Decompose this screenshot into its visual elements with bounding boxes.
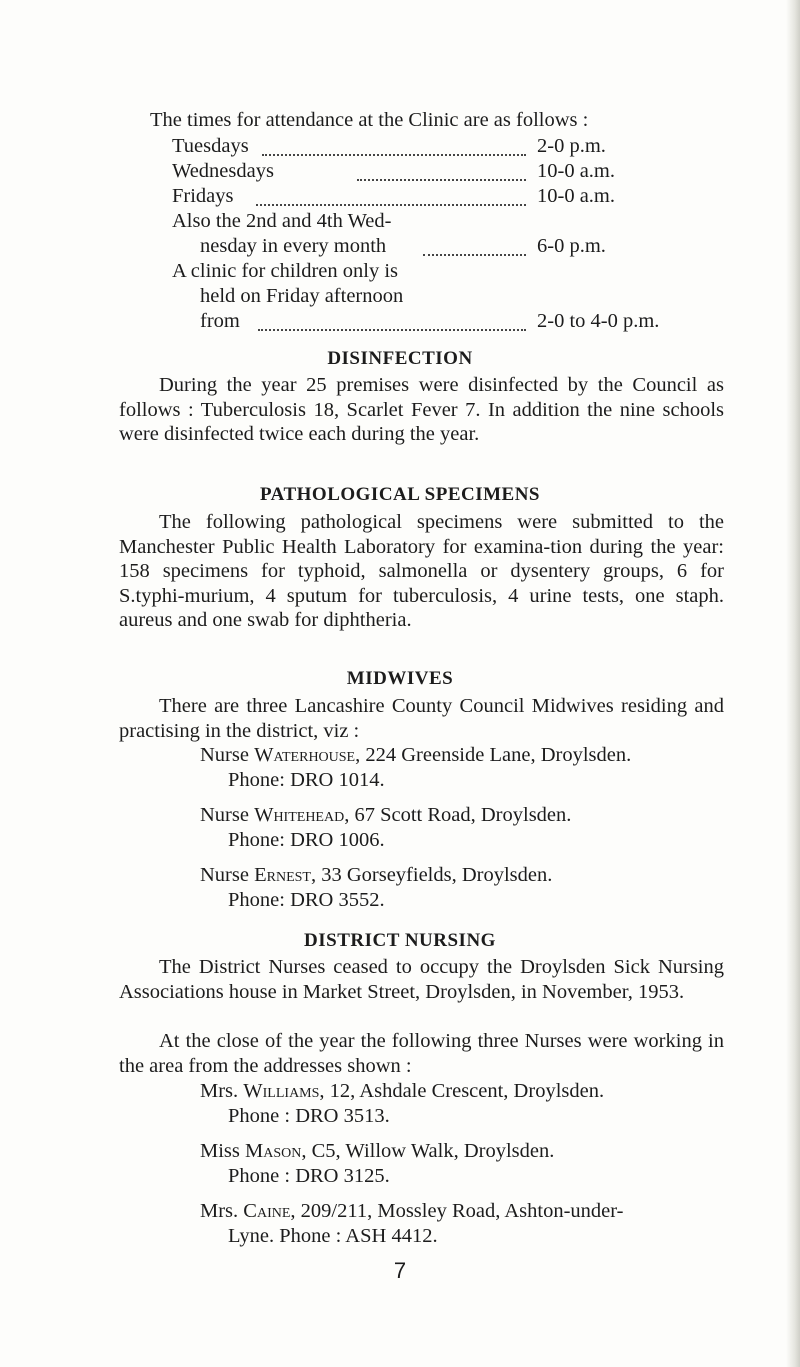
- clinic-time-fridays: 10-0 a.m.: [537, 185, 615, 207]
- midwife-phone: Phone: DRO 3552.: [228, 889, 385, 911]
- pathological-heading: PATHOLOGICAL SPECIMENS: [259, 484, 541, 505]
- nurse-name: Mason: [245, 1140, 302, 1162]
- clinic-children-time: 2-0 to 4-0 p.m.: [537, 310, 660, 332]
- midwife-entry: [200, 863, 552, 887]
- clinic-day-wednesdays: Wednesdays: [172, 160, 274, 182]
- nurse-title: Mrs.: [200, 1080, 239, 1102]
- midwife-title: Nurse: [200, 804, 249, 826]
- nurse-name: Caine: [243, 1200, 291, 1222]
- nurse-entry: [200, 1199, 623, 1223]
- nurse-title: Mrs.: [200, 1200, 239, 1222]
- clinic-day-tuesdays: Tuesdays: [172, 135, 249, 157]
- nurse-name: Williams: [243, 1080, 320, 1102]
- dot-leader: [262, 152, 526, 156]
- midwife-name: Ernest: [254, 864, 311, 886]
- nurse-entry: [200, 1079, 604, 1103]
- midwives-body: There are three Lancashire County Council Midwives residing and practising in the district, viz :: [119, 695, 724, 742]
- dot-leader: [256, 202, 526, 206]
- page-edge-shadow: [786, 0, 800, 1367]
- clinic-children-line1: A clinic for children only is: [172, 260, 399, 282]
- dot-leader: [357, 177, 526, 181]
- midwives-heading: MIDWIVES: [346, 668, 454, 689]
- clinic-children-line3: from: [200, 310, 240, 332]
- nurse-address: , C5, Willow Walk, Droylsden.: [301, 1140, 555, 1162]
- nurse-phone: Lyne. Phone : ASH 4412.: [228, 1225, 438, 1247]
- dot-leader: [258, 327, 526, 331]
- midwife-phone: Phone: DRO 1014.: [228, 769, 385, 791]
- nurse-phone: Phone : DRO 3125.: [228, 1165, 390, 1187]
- clinic-day-fridays: Fridays: [172, 185, 234, 207]
- midwife-title: Nurse: [200, 864, 249, 886]
- clinic-also-time: 6-0 p.m.: [537, 235, 606, 257]
- nurse-address: , 209/211, Mossley Road, Ashton-under-: [290, 1200, 624, 1222]
- nurse-title: Miss: [200, 1140, 240, 1162]
- district-nursing-para2: At the close of the year the following three Nurses were working in the area from the addresses shown :: [119, 1030, 724, 1077]
- page-number: 7: [393, 1258, 407, 1283]
- clinic-also-line1: Also the 2nd and 4th Wed-: [172, 210, 392, 232]
- midwife-entry: [200, 743, 631, 767]
- nurse-entry: [200, 1139, 554, 1163]
- midwife-name: Whitehead: [254, 804, 345, 826]
- nurse-address: , 12, Ashdale Crescent, Droylsden.: [319, 1080, 605, 1102]
- district-nursing-para1: The District Nurses ceased to occupy the Droylsden Sick Nursing Associations house in Market Street, Droylsden, in November, 1953.: [119, 956, 724, 1003]
- midwife-phone: Phone: DRO 1006.: [228, 829, 385, 851]
- disinfection-body: During the year 25 premises were disinfected by the Council as follows : Tuberculosis 18, Scarlet Fever 7. In addition the nine schools were disinfected twice each during the year.: [119, 374, 724, 445]
- midwife-title: Nurse: [200, 744, 249, 766]
- clinic-intro: The times for attendance at the Clinic are as follows :: [150, 109, 589, 131]
- midwife-address: , 67 Scott Road, Droylsden.: [344, 804, 572, 826]
- midwife-address: , 33 Gorseyfields, Droylsden.: [310, 864, 553, 886]
- district-nursing-heading: DISTRICT NURSING: [304, 930, 496, 951]
- clinic-children-line2: held on Friday afternoon: [200, 285, 404, 307]
- clinic-time-tuesdays: 2-0 p.m.: [537, 135, 606, 157]
- midwife-entry: [200, 803, 571, 827]
- nurse-phone: Phone : DRO 3513.: [228, 1105, 390, 1127]
- dot-leader: [423, 252, 526, 256]
- disinfection-heading: DISINFECTION: [327, 348, 473, 369]
- clinic-also-line2: nesday in every month: [200, 235, 387, 257]
- midwife-address: , 224 Greenside Lane, Droylsden.: [355, 744, 632, 766]
- midwife-name: Waterhouse: [254, 744, 356, 766]
- pathological-body: The following pathological specimens were submitted to the Manchester Public Health Laboratory for examina-tion during the year: 158 specimens for typhoid, salmonella or dysentery groups, 6 for S.typhi-murium, 4 sputum for tuberculosis, 4 urine tests, one staph. aureus and one swab for diphtheria.: [119, 511, 724, 631]
- clinic-time-wednesdays: 10-0 a.m.: [537, 160, 615, 182]
